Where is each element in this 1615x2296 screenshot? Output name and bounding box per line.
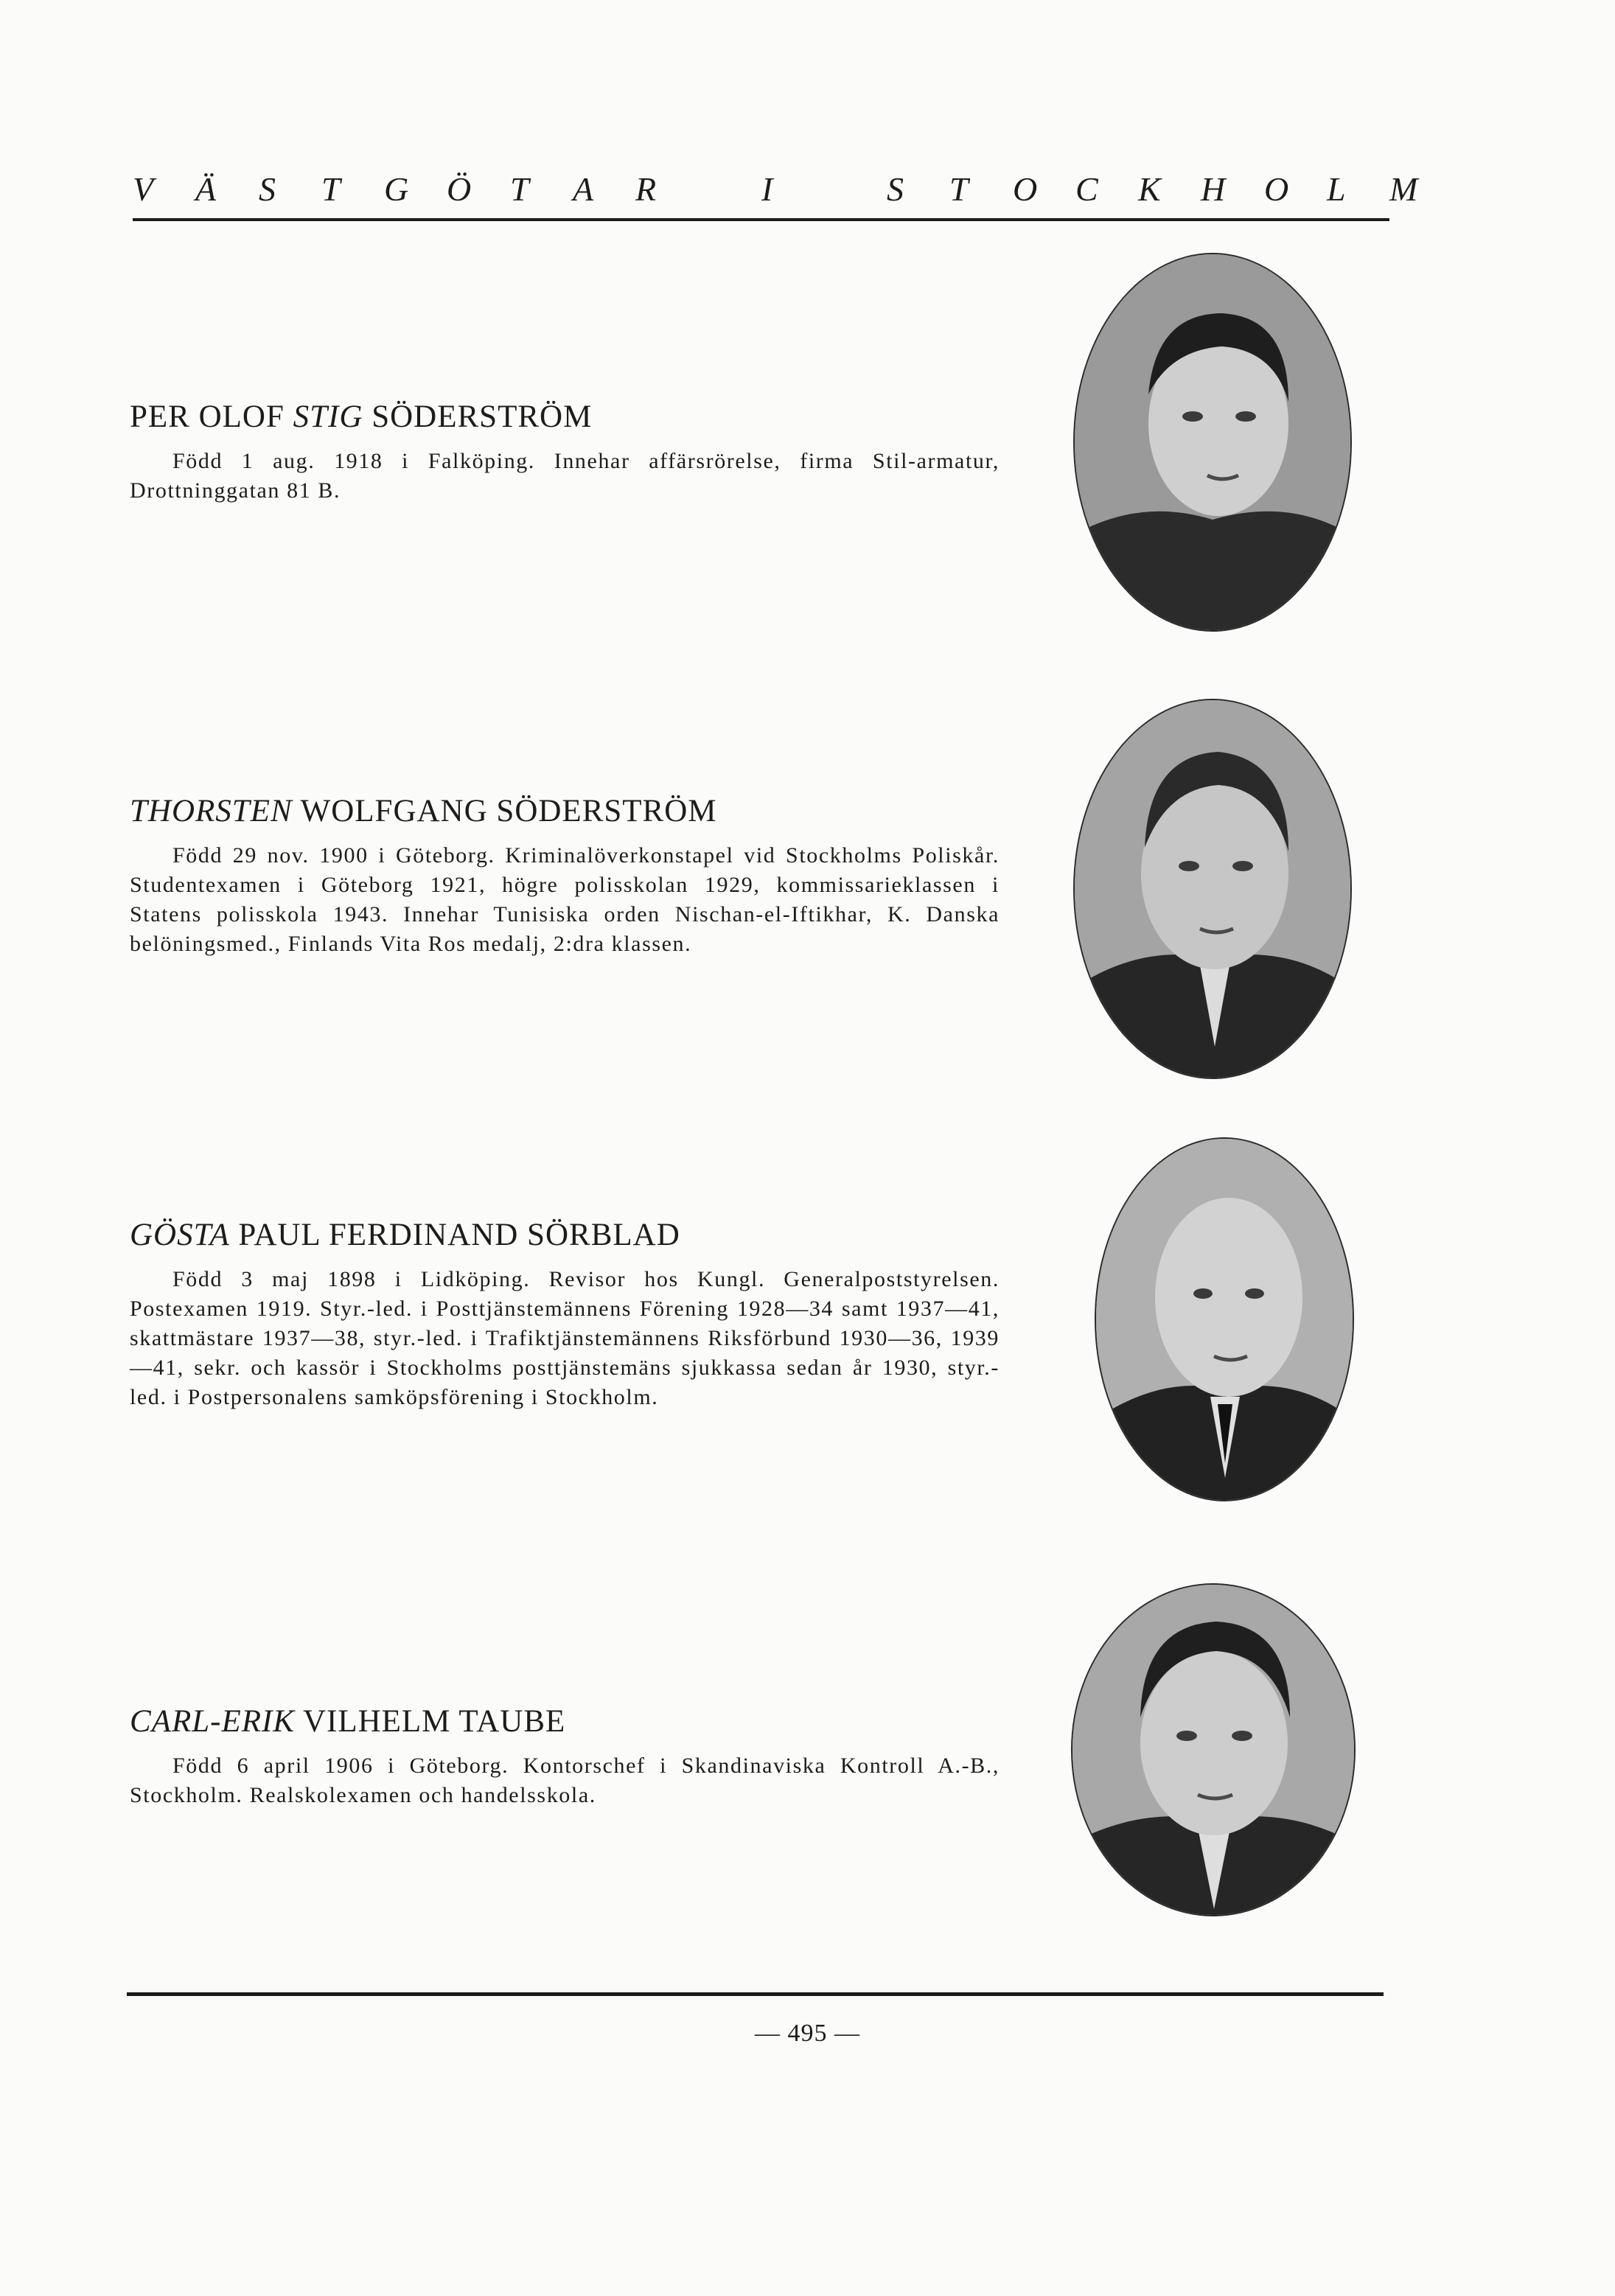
biography-text: Född 1 aug. 1918 i Falköping. Innehar affärsrörelse, firma Stil-armatur, Drottninggatan 81 B. xyxy=(130,449,1000,503)
running-head-letter: Ö xyxy=(447,170,472,208)
running-head-letter: L xyxy=(1327,170,1346,208)
running-head-letter: S xyxy=(887,170,904,208)
biography-entry xyxy=(130,398,1000,506)
running-head-letter: A xyxy=(573,170,594,208)
running-head-letter: Ä xyxy=(195,170,217,208)
name-italic: THORSTEN xyxy=(130,794,293,828)
portrait-photo xyxy=(1096,1139,1353,1500)
person-name xyxy=(130,1703,1000,1741)
name-suffix: WOLFGANG SÖDERSTRÖM xyxy=(292,794,717,828)
biography-text: Född 3 maj 1898 i Lidköping. Revisor hos Kungl. Generalpoststyrelsen. Postexamen 1919. Styr.-led. i Posttjänstemännens Förening 1928—34 samt 1937—41, skattmästare 1937—38, styr.-led. i Trafiktjänstemännens Riksförbund 1930—36, 1939—41, sekr. och kassör i Stockholms posttjänstemäns sjukkassa sedan år 1930, styr.-led. i Postpersonalens samköpsförening i Stockholm. xyxy=(130,1267,1000,1409)
name-italic: GÖSTA xyxy=(130,1218,230,1252)
footer-rule xyxy=(127,1992,1384,1996)
biography-entry xyxy=(130,1216,1000,1412)
running-head-letter: V xyxy=(133,170,154,208)
biography-entry xyxy=(130,1703,1000,1810)
portrait-photo xyxy=(1072,1585,1354,1915)
running-head-letter: R xyxy=(635,170,657,208)
person-name xyxy=(130,1216,1000,1255)
running-head-letter: I xyxy=(761,170,773,208)
header-rule xyxy=(133,218,1389,221)
running-head-letter: S xyxy=(259,170,276,208)
portrait-photo xyxy=(1075,254,1350,630)
running-head-letter: G xyxy=(384,170,409,208)
person-name xyxy=(130,792,1000,831)
name-suffix: SÖDERSTRÖM xyxy=(363,399,593,434)
running-head-letter: K xyxy=(1138,170,1161,208)
name-prefix: PER OLOF xyxy=(130,399,293,434)
running-head-letter: T xyxy=(321,170,341,208)
running-head-letter: H xyxy=(1201,170,1226,208)
running-head-letter: O xyxy=(1013,170,1038,208)
running-head-letter: M xyxy=(1389,170,1418,208)
running-head-letter: T xyxy=(949,170,969,208)
name-suffix: VILHELM TAUBE xyxy=(294,1704,566,1739)
biography-entry xyxy=(130,792,1000,959)
name-suffix: PAUL FERDINAND SÖRBLAD xyxy=(229,1218,680,1252)
biography-text: Född 6 april 1906 i Göteborg. Kontorschef i Skandinaviska Kontroll A.-B., Stockholm. Realskolexamen och handelsskola. xyxy=(130,1754,1000,1807)
name-italic: CARL-ERIK xyxy=(130,1704,295,1739)
page-number: — 495 — xyxy=(755,2020,860,2047)
person-name xyxy=(130,398,1000,436)
biography-text: Född 29 nov. 1900 i Göteborg. Kriminalöverkonstapel vid Stockholms Poliskår. Studentexamen i Göteborg 1921, högre polisskolan 1929, kommissarieklassen i Statens polisskola 1943. Innehar Tunisiska orden Nischan-el-Iftikhar, K. Danska belöningsmed., Finlands Vita Ros medalj, 2:dra klassen. xyxy=(130,843,1000,956)
running-head-letter: T xyxy=(510,170,529,208)
running-head-letter: O xyxy=(1264,170,1289,208)
portrait-photo xyxy=(1075,700,1350,1078)
name-italic: STIG xyxy=(293,399,363,434)
running-head-letter: C xyxy=(1075,170,1098,208)
